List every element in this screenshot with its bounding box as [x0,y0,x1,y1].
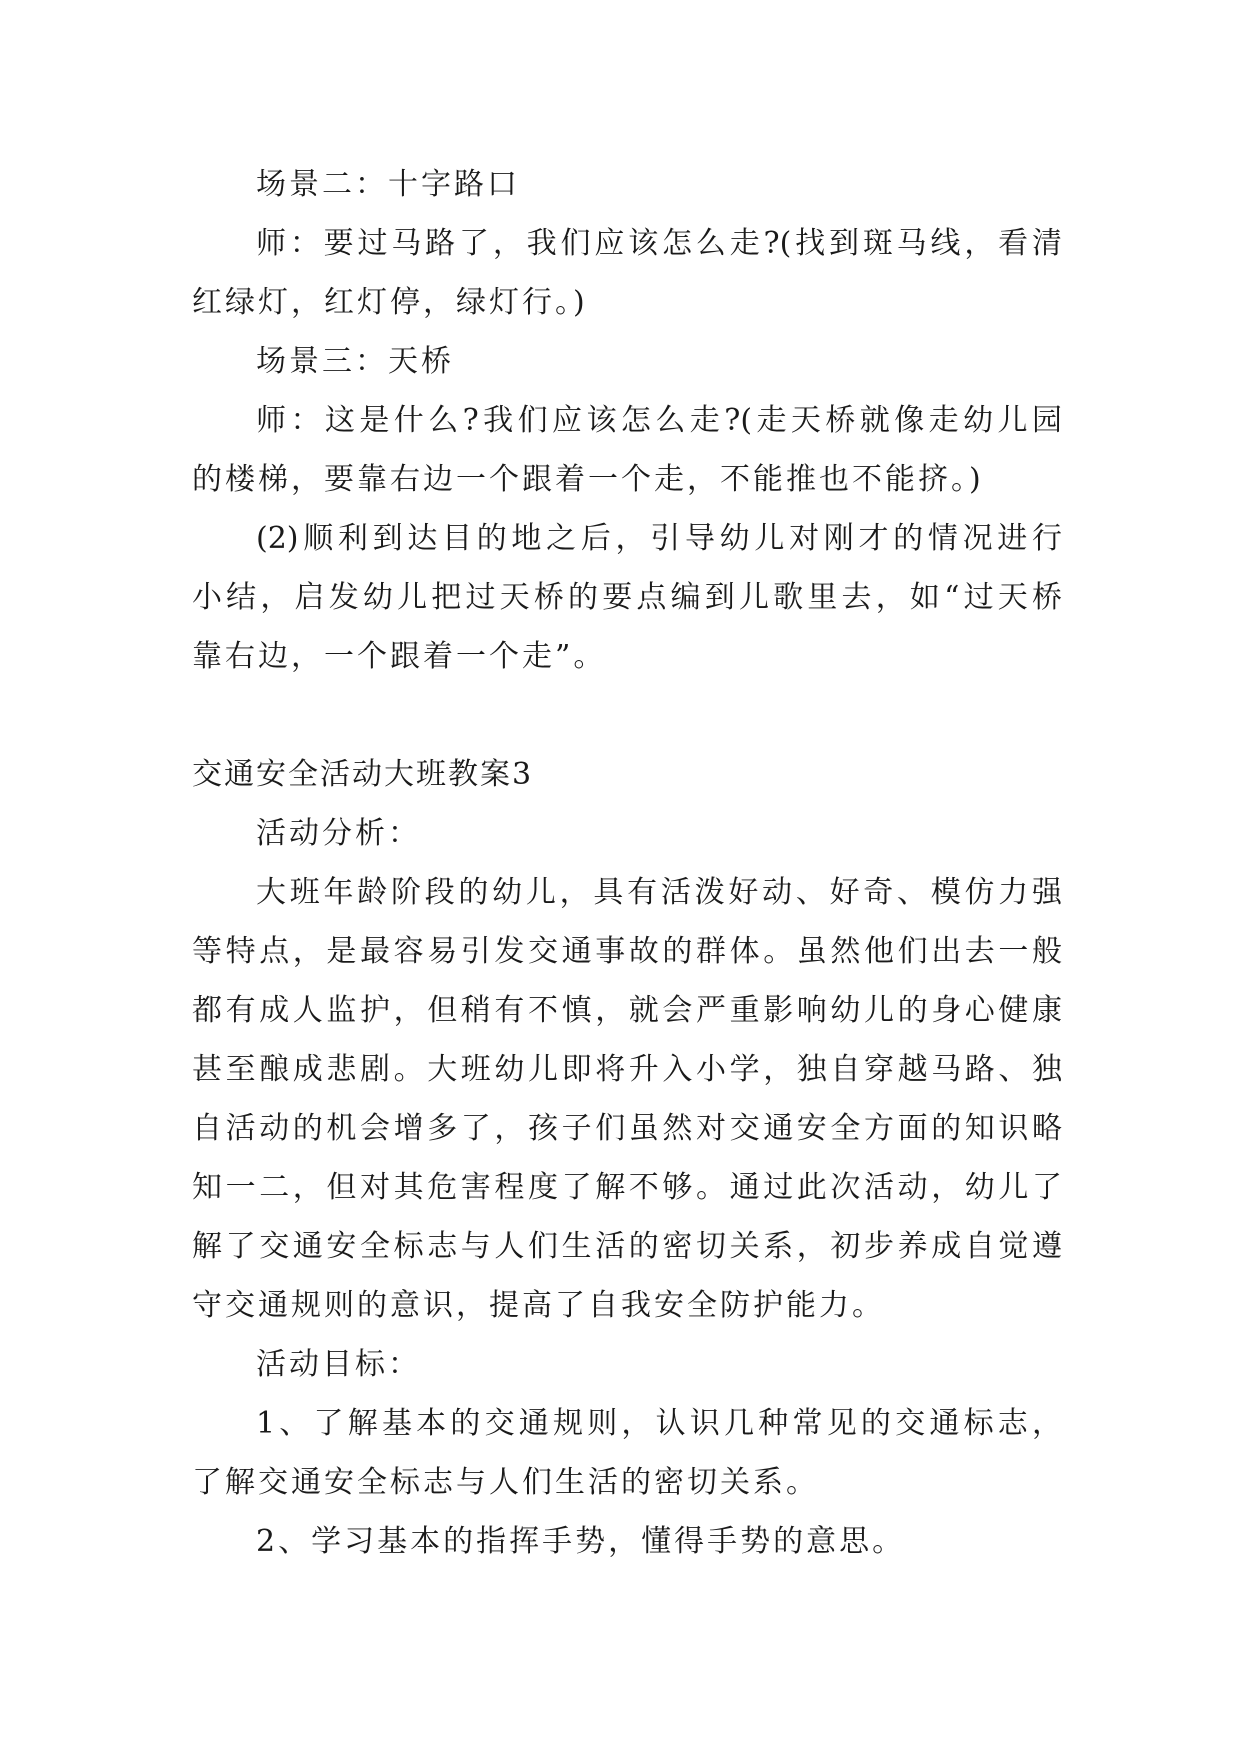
analysis-para-line-7: 解了交通安全标志与人们生活的密切关系，初步养成自觉遵 [192,1229,1062,1264]
goal-2: 2、学习基本的指挥手势，懂得手势的意思。 [256,1524,906,1559]
summary-para-line-2: 小结，启发幼儿把过天桥的要点编到儿歌里去，如“过天桥 [192,580,1062,615]
scene3-para-line-2: 的楼梯，要靠右边一个跟着一个走，不能推也不能挤。) [192,462,984,497]
scene3-para-line-1: 师：这是什么?我们应该怎么走?(走天桥就像走幼儿园 [256,403,1062,438]
summary-para-line-3: 靠右边，一个跟着一个走”。 [192,639,607,674]
scene2-para-line-2: 红绿灯，红灯停，绿灯行。) [192,285,588,320]
analysis-para-line-8: 守交通规则的意识，提高了自我安全防护能力。 [192,1288,885,1323]
scene2-para-line-1: 师：要过马路了，我们应该怎么走?(找到斑马线，看清 [256,226,1062,261]
goals-heading: 活动目标： [256,1347,421,1382]
analysis-para-line-1: 大班年龄阶段的幼儿，具有活泼好动、好奇、模仿力强 [256,875,1062,910]
analysis-para-line-2: 等特点，是最容易引发交通事故的群体。虽然他们出去一般 [192,934,1062,969]
analysis-para-line-3: 都有成人监护，但稍有不慎，就会严重影响幼儿的身心健康 [192,993,1062,1028]
goal-1-line-2: 了解交通安全标志与人们生活的密切关系。 [192,1465,819,1500]
scene2-heading: 场景二：十字路口 [256,167,520,202]
analysis-heading: 活动分析： [256,816,421,851]
goal-1-line-1: 1、了解基本的交通规则，认识几种常见的交通标志， [256,1406,1062,1441]
analysis-para-line-6: 知一二，但对其危害程度了解不够。通过此次活动，幼儿了 [192,1170,1062,1205]
analysis-para-line-5: 自活动的机会增多了，孩子们虽然对交通安全方面的知识略 [192,1111,1062,1146]
summary-para-line-1: (2)顺利到达目的地之后，引导幼儿对刚才的情况进行 [256,521,1062,556]
scene3-heading: 场景三：天桥 [256,344,454,379]
analysis-para-line-4: 甚至酿成悲剧。大班幼儿即将升入小学，独自穿越马路、独 [192,1052,1062,1087]
section-title: 交通安全活动大班教案3 [192,757,534,792]
